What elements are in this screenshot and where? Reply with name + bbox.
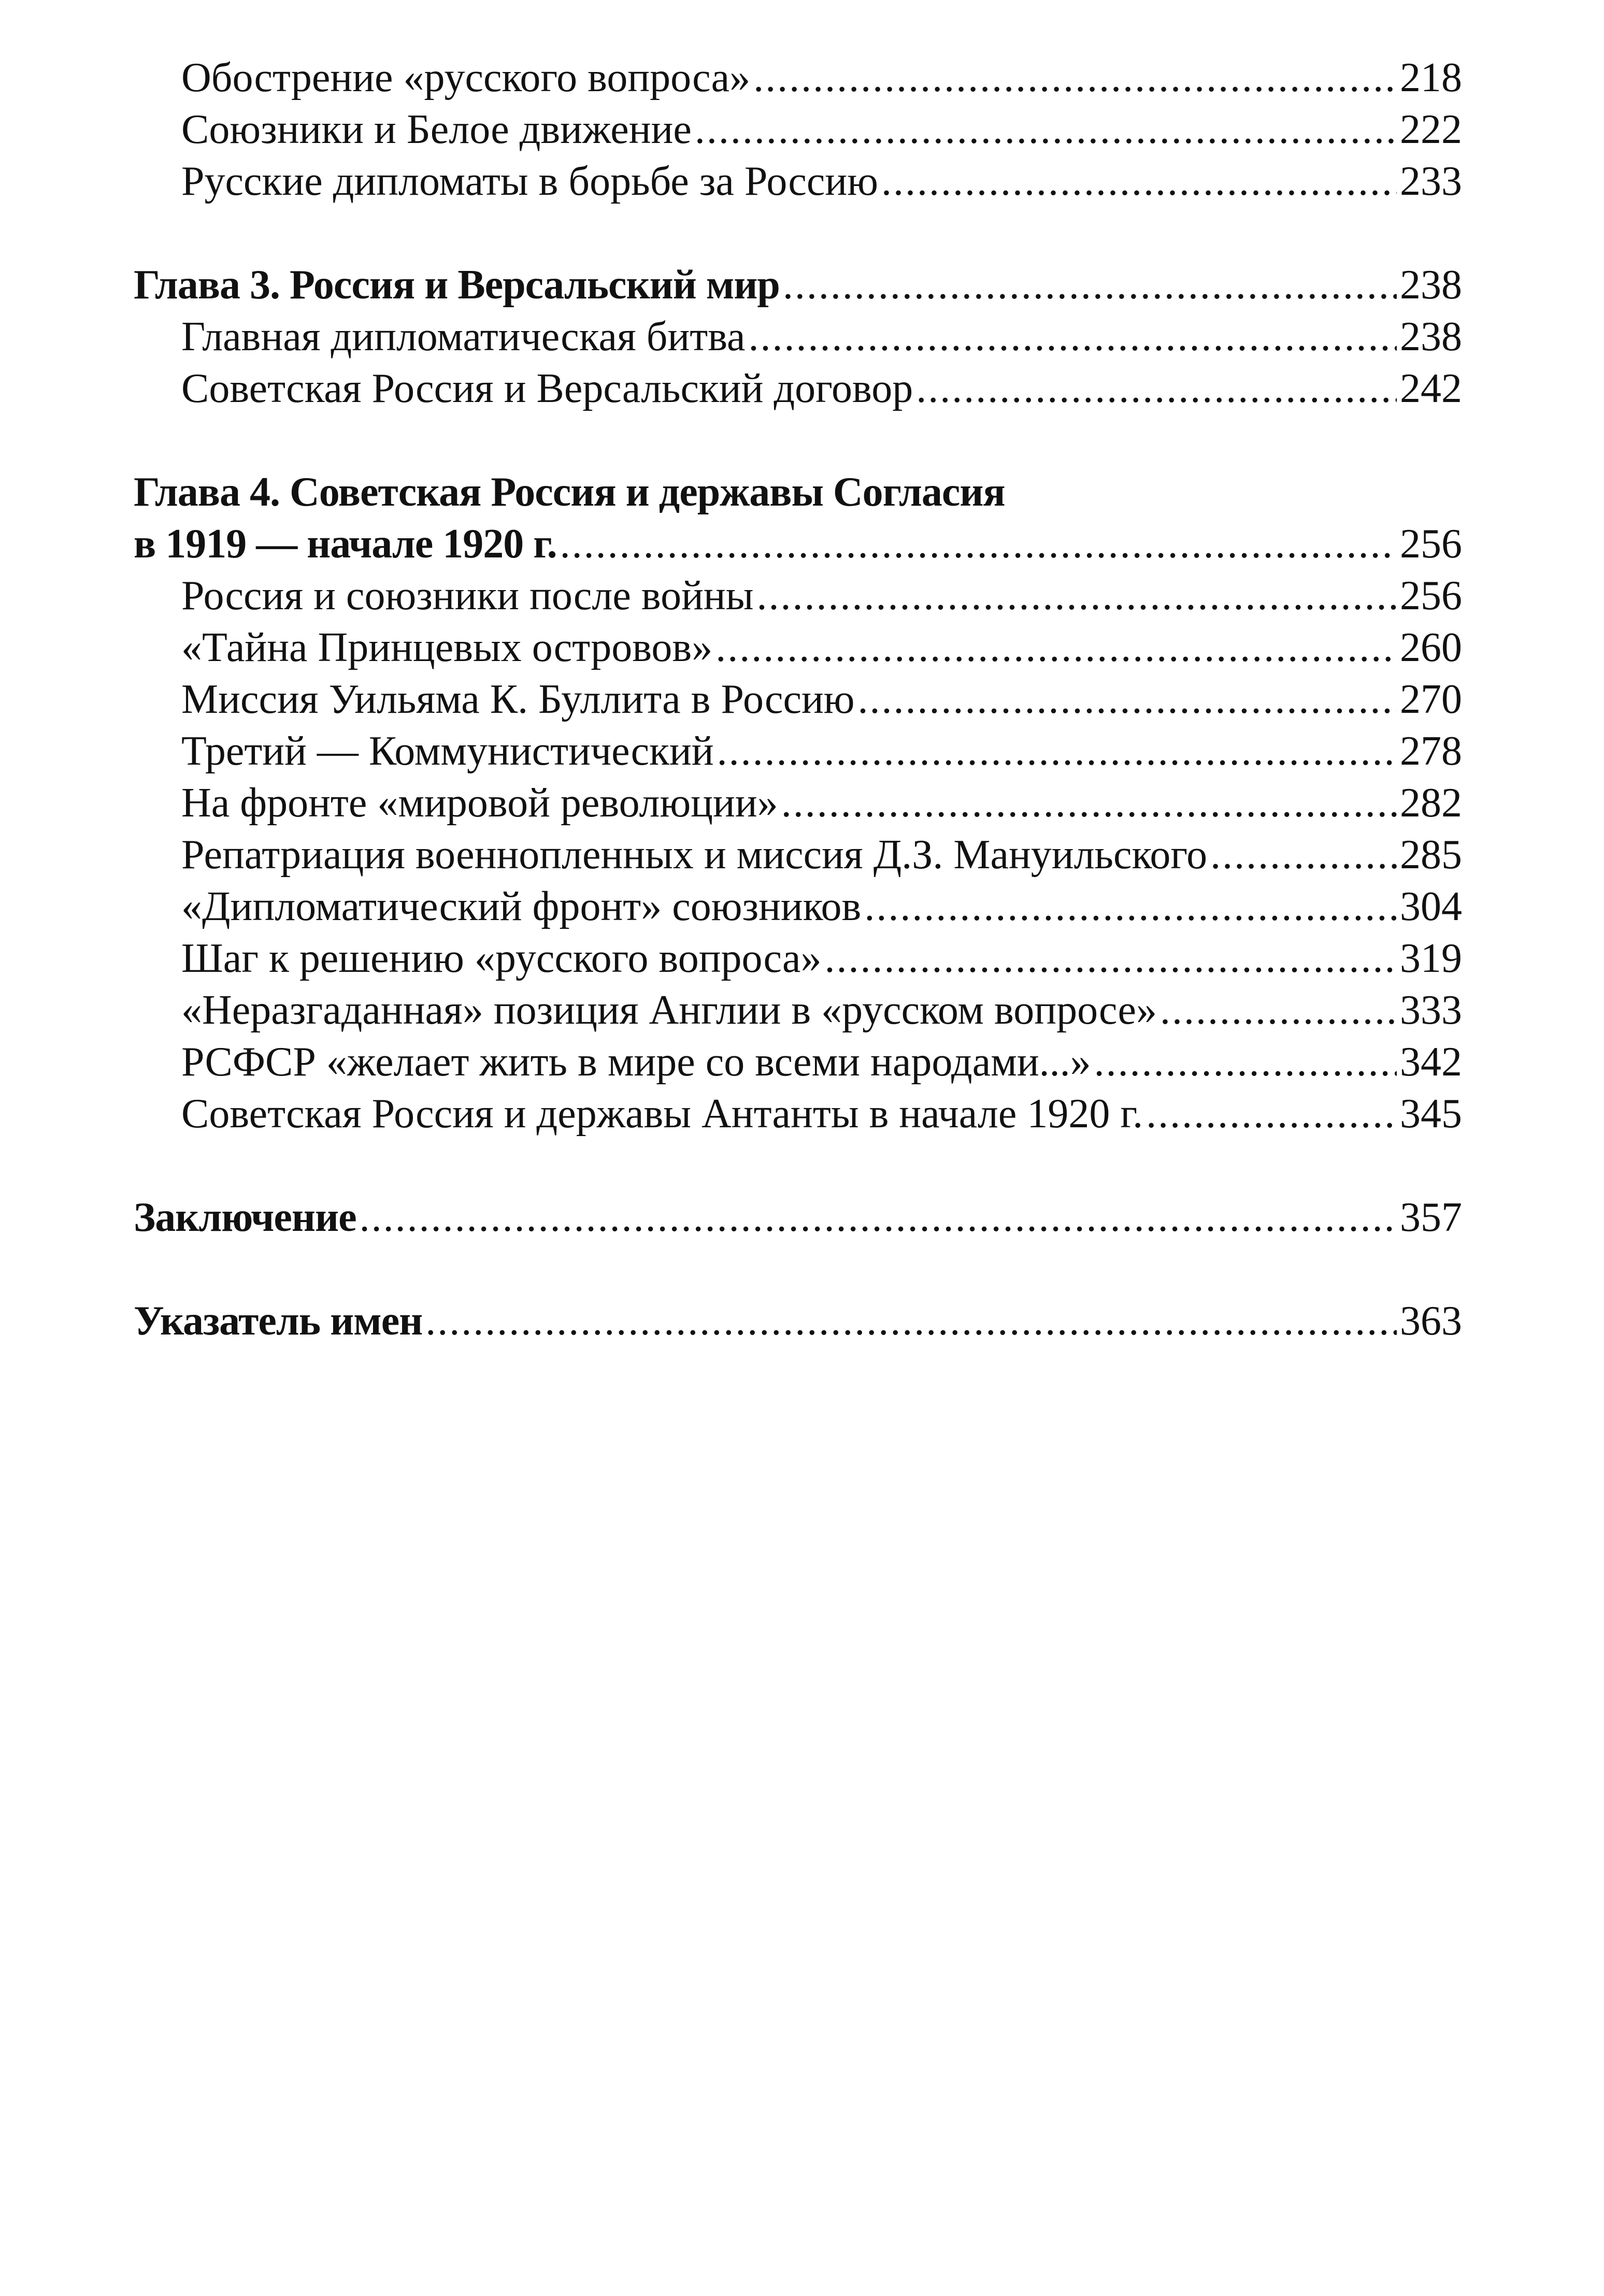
toc-entry-title: РСФСР «желает жить в мире со всеми народами...» [181,1039,1091,1085]
toc-entry [134,932,1462,984]
leader-dots [881,155,1397,207]
toc-name-index [134,1295,1462,1347]
toc-entry-title: Советская Россия и Версальский договор [181,366,913,411]
toc-entry [134,777,1462,829]
toc-entry-page: 222 [1400,107,1462,152]
toc-entry-title: «Неразгаданная» позиция Англии в «русском вопросе» [181,987,1157,1033]
leader-dots [781,777,1397,829]
toc-entry [134,363,1462,414]
toc-entry-page: 319 [1400,936,1462,981]
name-index-title: Указатель имен [134,1298,423,1344]
toc-entry [134,155,1462,207]
spacer [134,1140,1462,1192]
toc-entry [134,311,1462,363]
toc-entry [134,104,1462,155]
toc-entry-title: «Тайна Принцевых островов» [181,625,713,670]
toc-entry-page: 256 [1400,573,1462,619]
name-index-page: 363 [1400,1298,1462,1344]
chapter-title-line-1: Глава 4. Советская Россия и державы Согласия [134,469,1005,515]
toc-entry-title: На фронте «мировой революции» [181,780,778,826]
toc-entry-page: 218 [1400,55,1462,101]
spacer [134,207,1462,259]
toc-entry-page: 345 [1400,1091,1462,1137]
leader-dots [425,1295,1397,1347]
toc-entry [134,1036,1462,1088]
toc-entry-title: Обострение «русского вопроса» [181,55,751,101]
chapter-title: Глава 3. Россия и Версальский мир [134,262,780,308]
toc-entry-page: 278 [1400,728,1462,774]
leader-dots [360,1192,1397,1243]
toc-entry-title: Миссия Уильяма К. Буллита в Россию [181,677,855,722]
toc-entry-title: Репатриация военнопленных и миссия Д.З. Мануильского [181,832,1208,878]
leader-dots [695,104,1397,155]
toc-entry-page: 233 [1400,159,1462,204]
leader-dots [1160,984,1397,1036]
toc-entry-page: 260 [1400,625,1462,670]
toc-entry-page: 242 [1400,366,1462,411]
leader-dots [916,363,1397,414]
toc-entry-page: 342 [1400,1039,1462,1085]
leader-dots [560,518,1397,570]
toc-entry [134,570,1462,622]
toc-entry [134,1088,1462,1140]
leader-dots [715,622,1397,673]
toc-entry-page: 238 [1400,314,1462,360]
toc-entry [134,673,1462,725]
toc-entry [134,622,1462,673]
toc-entry-title: «Дипломатический фронт» союзников [181,884,862,929]
toc-entry-title: Советская Россия и державы Антанты в начале 1920 г. [181,1091,1143,1137]
leader-dots [864,881,1397,932]
toc-entry [134,829,1462,881]
toc-entry [134,725,1462,777]
chapter-title-line-2: в 1919 — начале 1920 г. [134,521,557,567]
toc-entry-page: 304 [1400,884,1462,929]
toc-entry-page: 285 [1400,832,1462,878]
conclusion-title: Заключение [134,1195,356,1240]
leader-dots [756,570,1397,622]
toc-chapter-3 [134,259,1462,311]
toc-entry [134,52,1462,104]
toc-entry-page: 333 [1400,987,1462,1033]
leader-dots [825,932,1397,984]
leader-dots [1146,1088,1397,1140]
toc-entry-title: Главная дипломатическая битва [181,314,746,360]
spacer [134,1243,1462,1295]
toc-conclusion [134,1192,1462,1243]
chapter-page: 256 [1400,521,1462,567]
toc-entry [134,881,1462,932]
toc-entry [134,984,1462,1036]
toc-entry-title: Союзники и Белое движение [181,107,692,152]
table-of-contents [134,52,1462,1347]
leader-dots [858,673,1397,725]
toc-entry-title: Шаг к решению «русского вопроса» [181,936,822,981]
toc-entry-page: 282 [1400,780,1462,826]
leader-dots [753,52,1397,104]
chapter-page: 238 [1400,262,1462,308]
leader-dots [783,259,1397,311]
toc-entry-title: Третий — Коммунистический [181,728,714,774]
toc-entry-page: 270 [1400,677,1462,722]
toc-entry-title: Россия и союзники после войны [181,573,754,619]
toc-chapter-4 [134,518,1462,570]
leader-dots [1210,829,1397,881]
conclusion-page: 357 [1400,1195,1462,1240]
leader-dots [717,725,1397,777]
leader-dots [1094,1036,1397,1088]
leader-dots [748,311,1397,363]
toc-entry-title: Русские дипломаты в борьбе за Россию [181,159,878,204]
spacer [134,414,1462,466]
